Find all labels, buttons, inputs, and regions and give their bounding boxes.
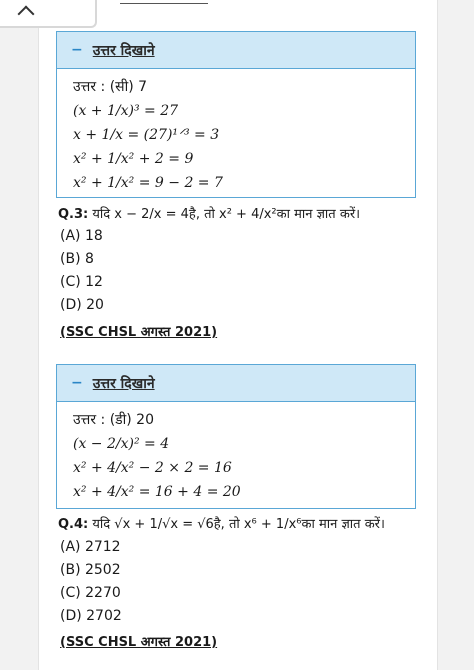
answer-text: उत्तर : (डी) 20: [73, 412, 154, 428]
answer-box-1: [56, 31, 416, 198]
collapse-button[interactable]: [0, 0, 97, 28]
solution-line: x² + 1/x² = 9 − 2 = 7: [73, 175, 223, 191]
show-answer-label: उत्तर दिखाने: [92, 375, 155, 392]
question-3: [58, 204, 428, 222]
option-c: (C) 2270: [60, 585, 121, 601]
question-4: [58, 514, 428, 532]
question-number: Q.4:: [58, 517, 89, 532]
show-answer-toggle[interactable]: [57, 365, 415, 402]
chevron-up-icon: [18, 6, 35, 23]
minus-icon: −: [71, 375, 83, 391]
minus-icon: −: [71, 42, 83, 58]
exam-source: (SSC CHSL अगस्त 2021): [60, 325, 218, 340]
show-answer-toggle[interactable]: [57, 32, 415, 69]
option-c: (C) 12: [60, 274, 103, 290]
answer-box-2: [56, 364, 416, 509]
solution-line: x² + 4/x² − 2 × 2 = 16: [73, 460, 232, 476]
solution-line: (x + 1/x)³ = 27: [73, 103, 179, 119]
option-a: (A) 2712: [60, 539, 121, 555]
option-a: (A) 18: [60, 228, 103, 244]
show-answer-label: उत्तर दिखाने: [92, 42, 155, 59]
solution-line: x² + 1/x² + 2 = 9: [73, 151, 194, 167]
question-text: यदि √x + 1/√x = √6है, तो x⁶ + 1/x⁶का मान ज्ञात करें।: [88, 517, 385, 532]
exam-source: (SSC CHSL अगस्त 2021): [60, 635, 218, 650]
solution-line: x² + 4/x² = 16 + 4 = 20: [73, 484, 241, 500]
option-d: (D) 20: [60, 297, 104, 313]
solution-line: (x − 2/x)² = 4: [73, 436, 170, 452]
solution-line: x + 1/x = (27)¹ᐟ³ = 3: [73, 127, 220, 143]
option-d: (D) 2702: [60, 608, 122, 624]
option-b: (B) 8: [60, 251, 94, 267]
divider: [120, 3, 208, 4]
question-text: यदि x − 2/x = 4है, तो x² + 4/x²का मान ज्ञात करें।: [88, 207, 361, 222]
answer-text: उत्तर : (सी) 7: [73, 79, 148, 95]
question-number: Q.3:: [58, 207, 89, 222]
option-b: (B) 2502: [60, 562, 121, 578]
